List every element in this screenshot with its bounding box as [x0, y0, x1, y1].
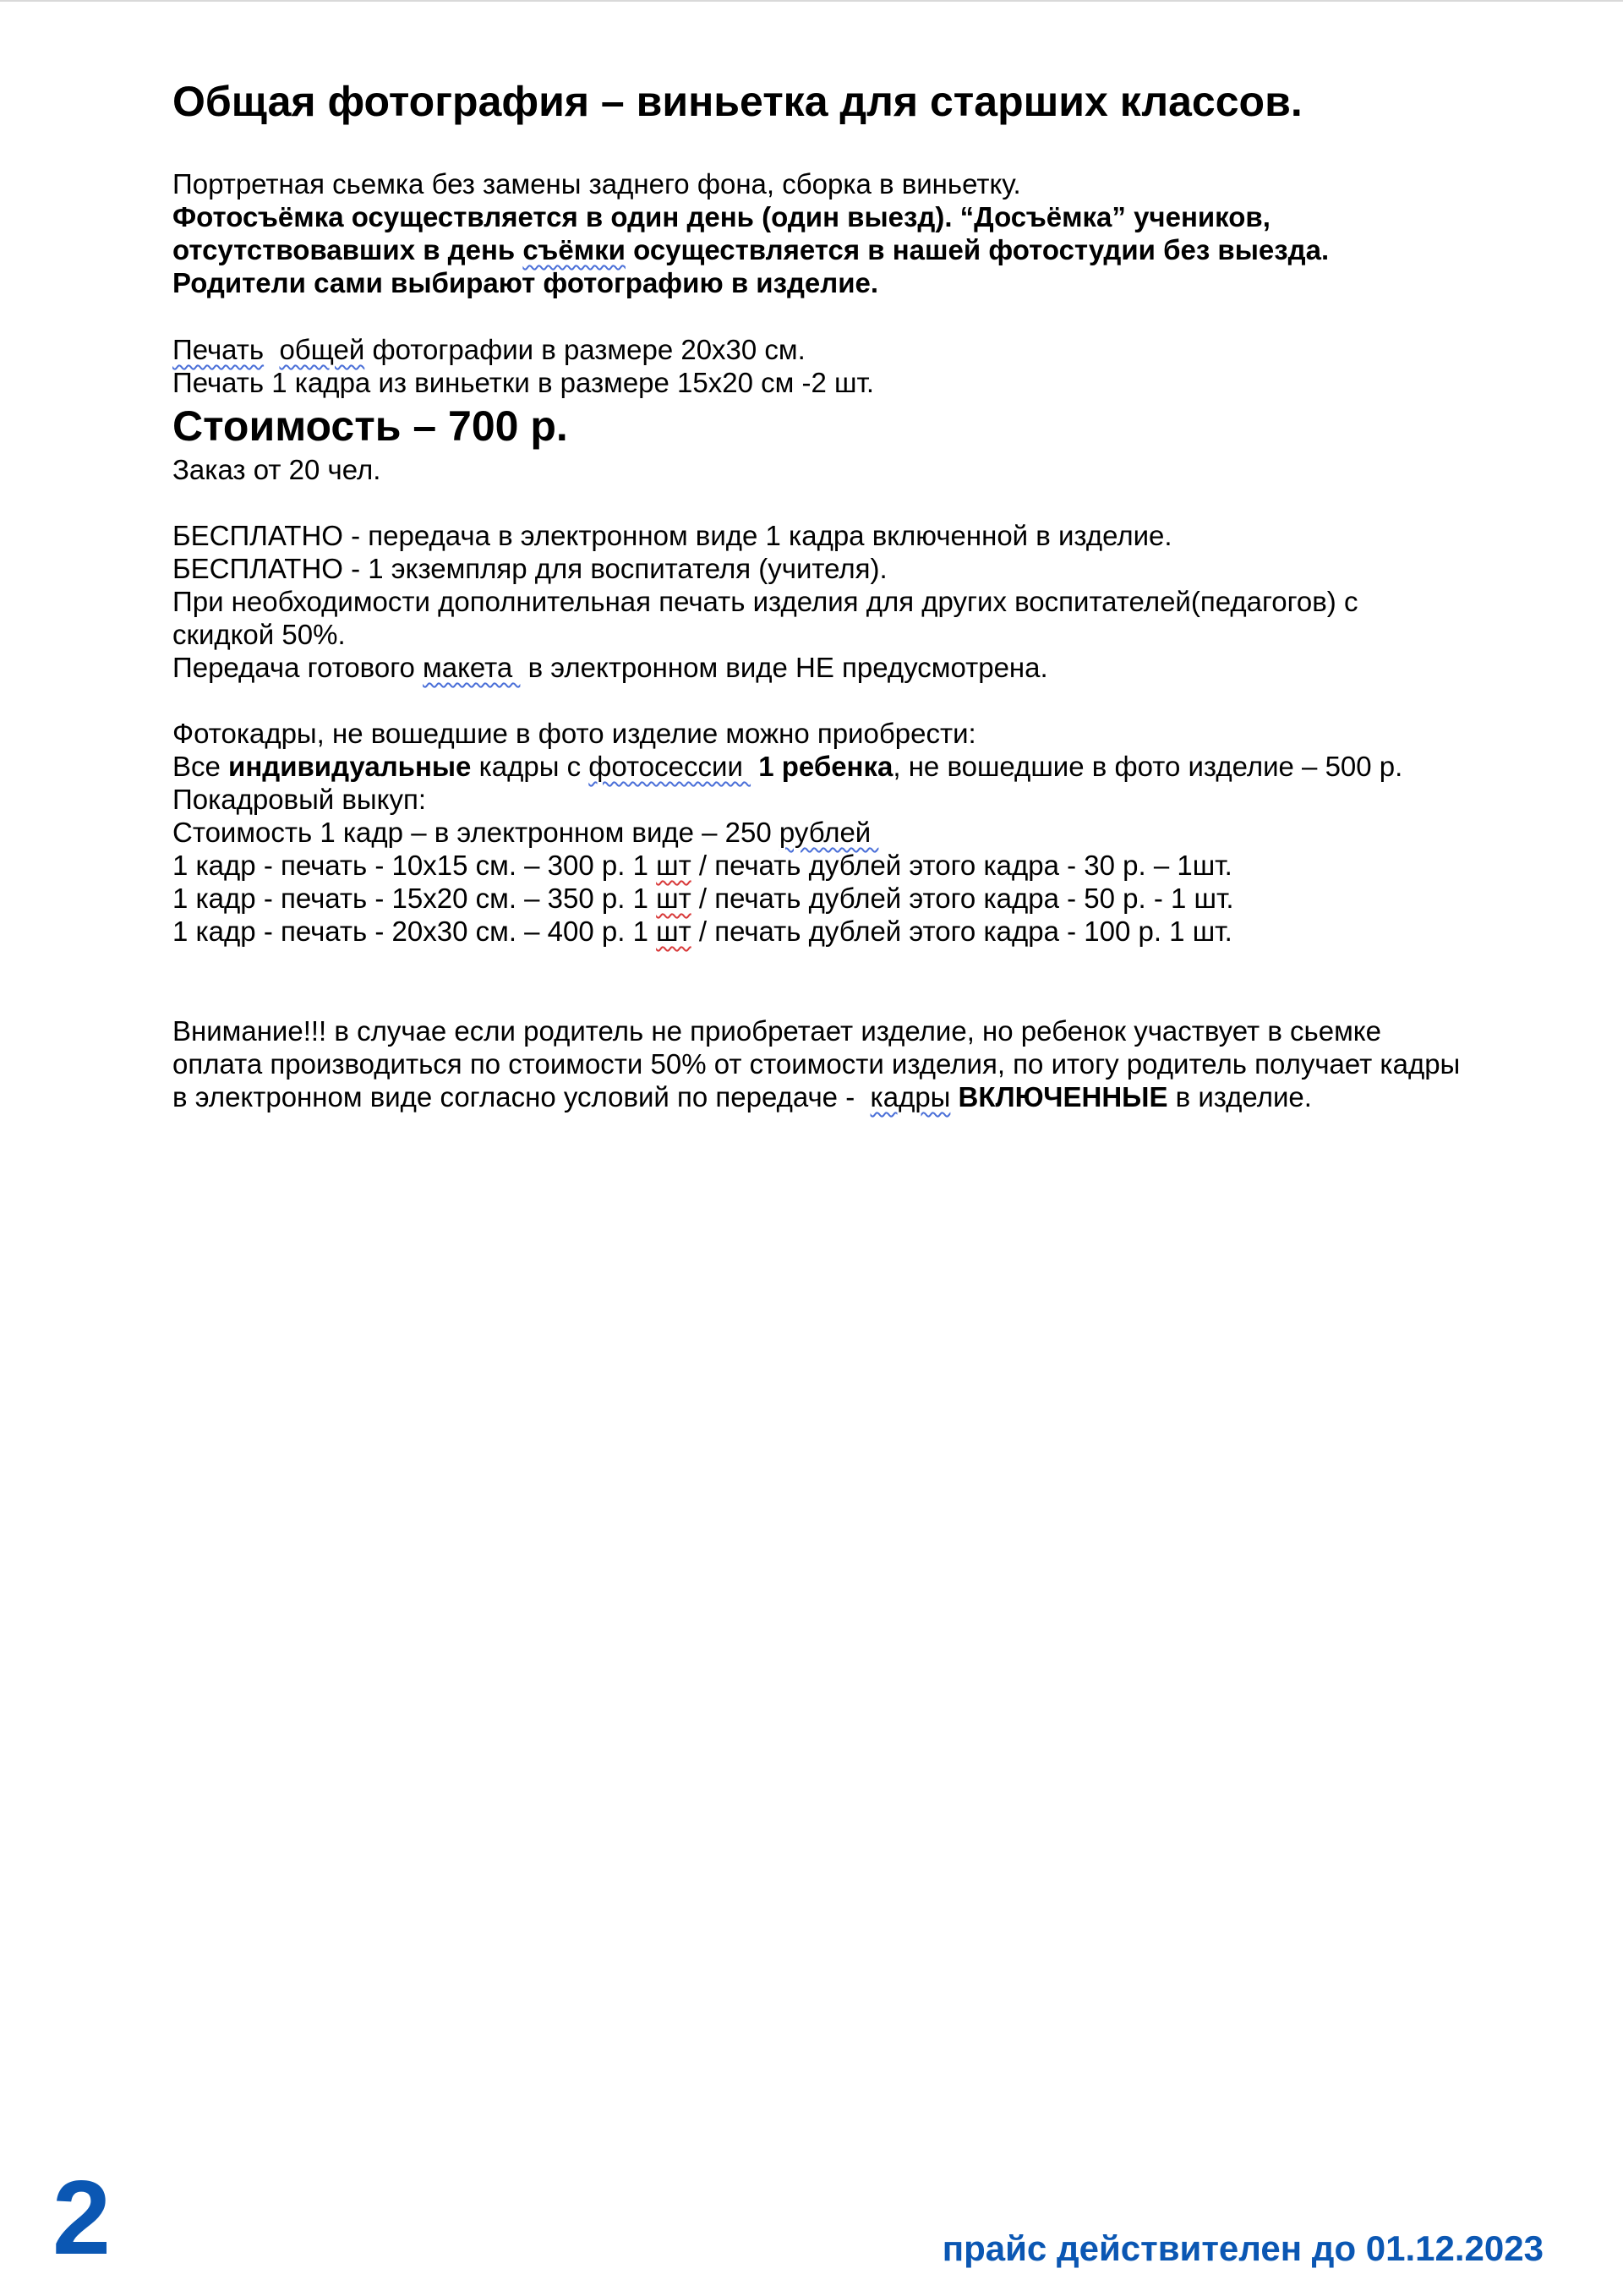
spellcheck-word: макета: [423, 652, 521, 683]
price-heading: Стоимость – 700 р.: [172, 402, 568, 450]
order-minimum: [172, 453, 380, 486]
notice-line: оплата производиться по стоимости 50% от стоимости изделия, по итогу родитель получает кадры: [172, 1048, 1461, 1080]
extra-line: [172, 816, 1402, 849]
intro-section: [172, 167, 1329, 299]
spellcheck-word: шт: [656, 883, 691, 914]
text-fragment: ВКЛЮЧЕННЫЕ: [950, 1081, 1168, 1112]
text-fragment: кадры с: [471, 751, 589, 782]
print-line: [172, 333, 874, 366]
free-services-section: [172, 519, 1358, 684]
page-top-border: [0, 0, 1623, 2]
spellcheck-word: кадры: [870, 1081, 951, 1112]
text-fragment: индивидуальные: [228, 751, 472, 782]
spellcheck-word: съёмки: [522, 234, 626, 265]
notice-line: [172, 1080, 1460, 1113]
text-fragment: 1 кадр - печать - 20х30 см. – 400 р. 1: [172, 916, 657, 947]
text-fragment: 1 кадр - печать - 10х15 см. – 300 р. 1: [172, 850, 657, 881]
text-fragment: 1 кадр - печать - 15х20 см. – 350 р. 1: [172, 883, 657, 914]
extra-line: [172, 750, 1402, 783]
spellcheck-word: Печать: [172, 334, 265, 365]
free-line: БЕСПЛАТНО - 1 экземпляр для воспитателя (учителя).: [172, 553, 888, 584]
text-fragment: в изделие.: [1167, 1081, 1312, 1112]
text-fragment: в электронном виде НЕ предусмотрена.: [520, 652, 1048, 683]
print-line: Печать 1 кадра из виньетки в размере 15х20 см -2 шт.: [172, 367, 875, 398]
notice-line: Внимание!!! в случае если родитель не приобретает изделие, но ребенок участвует в сьемке: [172, 1015, 1381, 1047]
text-fragment: отсутствовавших в день: [172, 234, 523, 265]
intro-bold-line: Фотосъёмка осуществляется в один день (один выезд). “Досъёмка” учеников,: [172, 201, 1271, 232]
price-item: [172, 915, 1402, 948]
print-section: [172, 333, 874, 399]
text-fragment: / печать дублей этого кадра - 100 р. 1 шт.: [691, 916, 1232, 947]
text-fragment: в электронном виде согласно условий по передаче -: [172, 1081, 871, 1112]
text-fragment: , не вошедшие в фото изделие – 500 р.: [893, 751, 1403, 782]
free-line: скидкой 50%.: [172, 619, 346, 650]
text-fragment: осуществляется в нашей фотостудии без выезда.: [625, 234, 1330, 265]
spellcheck-word: шт: [656, 916, 691, 947]
spellcheck-word: шт: [656, 850, 691, 881]
intro-bold-line: Родители сами выбирают фотографию в изделие.: [172, 267, 879, 298]
free-line: [172, 651, 1358, 684]
free-line: При необходимости дополнительная печать изделия для других воспитателей(педагогов) с: [172, 586, 1358, 617]
text-fragment: / печать дублей этого кадра - 30 р. – 1шт.: [691, 850, 1232, 881]
text-fragment: Стоимость 1 кадр – в электронном виде – 250: [172, 817, 779, 848]
text-fragment: Все: [172, 751, 229, 782]
free-line: БЕСПЛАТНО - передача в электронном виде 1 кадра включенной в изделие.: [172, 520, 1172, 551]
text-fragment: [264, 334, 279, 365]
page-number: 2: [52, 2160, 111, 2277]
intro-text: Портретная сьемка без замены заднего фона, сборка в виньетку.: [172, 168, 1021, 200]
extra-photos-section: [172, 717, 1402, 948]
price-item: [172, 882, 1402, 915]
extra-line: Покадровый выкуп:: [172, 784, 426, 815]
text-fragment: Передача готового: [172, 652, 424, 683]
price-item: [172, 849, 1402, 882]
intro-bold-line: [172, 233, 1329, 266]
spellcheck-word: фотосессии: [588, 751, 751, 782]
price-validity-note: прайс действителен до 01.12.2023: [942, 2228, 1544, 2268]
text-fragment: 1 ребенка: [751, 751, 893, 782]
page-title: Общая фотография – виньетка для старших классов.: [172, 78, 1303, 125]
extra-line: Фотокадры, не вошедшие в фото изделие можно приобрести:: [172, 718, 976, 749]
spellcheck-word: рублей: [779, 817, 879, 848]
spellcheck-word: общей: [279, 334, 365, 365]
order-minimum-text: Заказ от 20 чел.: [172, 454, 381, 485]
text-fragment: фотографии в размере 20х30 см.: [364, 334, 806, 365]
text-fragment: / печать дублей этого кадра - 50 р. - 1 шт.: [691, 883, 1234, 914]
notice-section: [172, 1014, 1460, 1113]
